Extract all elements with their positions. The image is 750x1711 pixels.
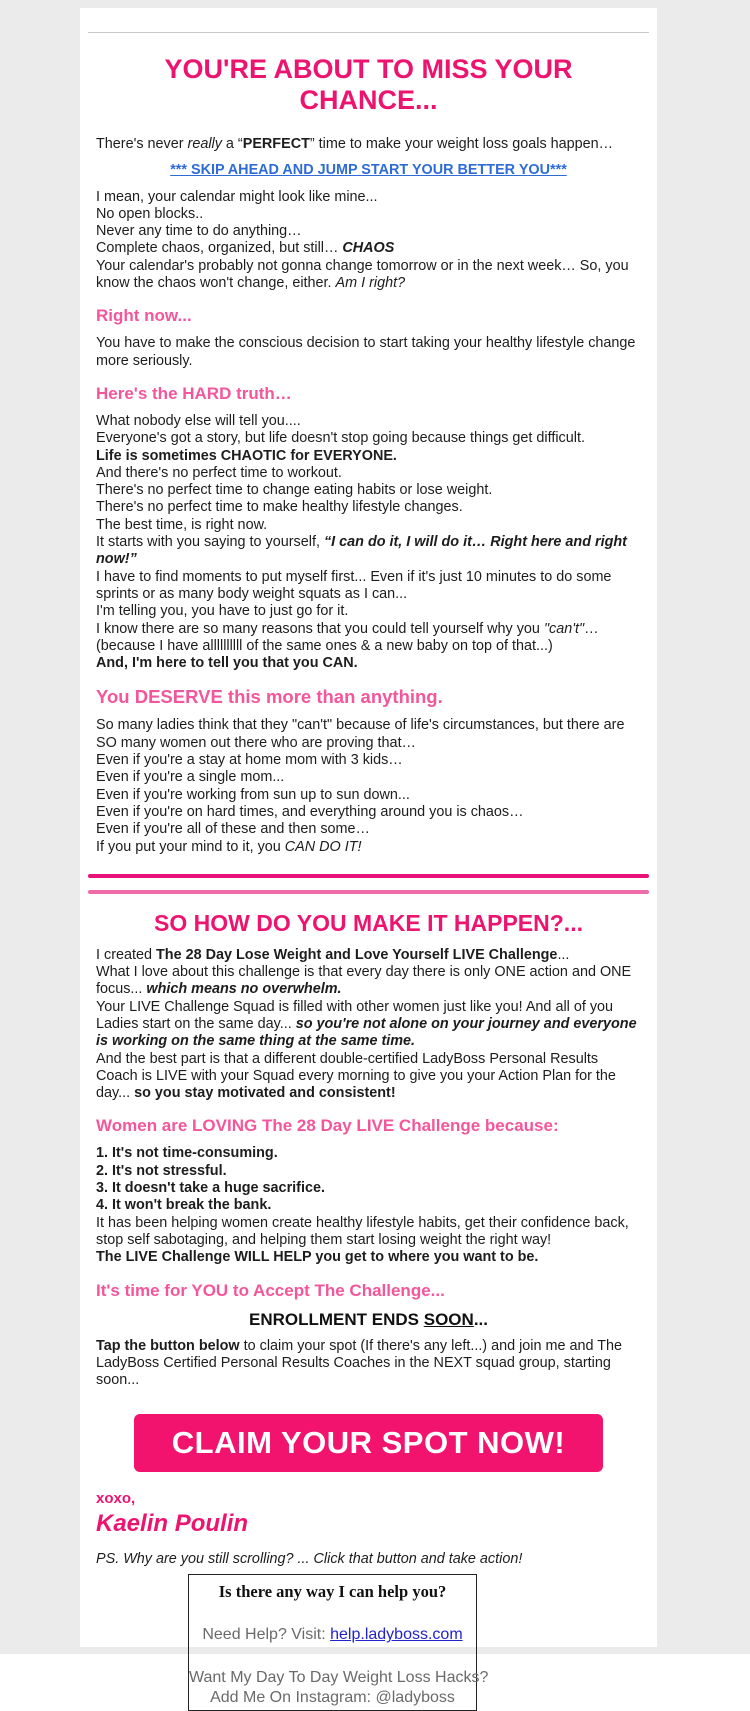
subheading-loving: Women are LOVING The 28 Day LIVE Challenge because: bbox=[96, 1116, 559, 1136]
enrollment-ends-text: ENROLLMENT ENDS SOON... bbox=[249, 1309, 488, 1329]
subheading-accept-challenge: It's time for YOU to Accept The Challenge... bbox=[96, 1280, 445, 1300]
top-divider bbox=[88, 32, 649, 33]
hacks-line: Want My Day To Day Weight Loss Hacks? bbox=[189, 1669, 489, 1687]
help-link[interactable]: help.ladyboss.com bbox=[330, 1626, 463, 1644]
subheading-right-now: Right now... bbox=[96, 306, 192, 326]
conscious-paragraph: You have to make the conscious decision to start taking your healthy lifestyle change more seriously. bbox=[96, 335, 636, 369]
section-title-how: SO HOW DO YOU MAKE IT HAPPEN?... bbox=[154, 909, 583, 936]
need-help-line bbox=[189, 1625, 476, 1645]
challenge-paragraph: I created The 28 Day Lose Weight and Love Yourself LIVE Challenge... What I love about this challenge is that every day there is only ONE action and ONE focus... which means no overwhelm. Your LIVE Challenge Squad is filled with other women just like you! And all of you Ladies start on the same day... so you're not alone on your journey and everyone is working on the same thing at the same time. And the best part is that a different double-certified LadyBoss Personal Results Coach is LIVE with your Squad every morning to give you your Action Plan for the day... so you stay motivated and consistent! bbox=[96, 946, 637, 1102]
intro-paragraph: There's never really a “PERFECT” time to make your weight loss goals happen… bbox=[96, 136, 614, 152]
email-body bbox=[80, 8, 657, 1707]
divider-dark-pink bbox=[88, 874, 649, 878]
need-help-prefix: Need Help? Visit: bbox=[202, 1626, 331, 1644]
divider-light-pink bbox=[88, 890, 649, 894]
page-title: YOU'RE ABOUT TO MISS YOUR CHANCE... bbox=[164, 54, 573, 115]
calendar-paragraph: I mean, your calendar might look like mine... No open blocks.. Never any time to do anything… Complete chaos, organized, but still… CHAOS Your calendar's probably not gonna change tomorrow or in the next week… So, you know the chaos won't change, either. Am I right? bbox=[96, 188, 629, 292]
subheading-deserve: You DESERVE this more than anything. bbox=[96, 686, 443, 708]
skip-link-line bbox=[96, 162, 641, 179]
skip-ahead-link[interactable]: *** SKIP AHEAD AND JUMP START YOUR BETTER YOU*** bbox=[170, 162, 567, 179]
ps-note: PS. Why are you still scrolling? ... Click that button and take action! bbox=[96, 1551, 523, 1568]
signature-xoxo: xoxo, bbox=[96, 1489, 136, 1507]
claim-spot-button[interactable]: CLAIM YOUR SPOT NOW! bbox=[134, 1414, 603, 1472]
subheading-hard-truth: Here's the HARD truth… bbox=[96, 383, 292, 403]
truth-paragraph: What nobody else will tell you.... Everyone's got a story, but life doesn't stop going because things get difficult. Life is sometimes CHAOTIC for EVERYONE. And there's no perfect time to workout. There's no perfect time to change eating habits or lose weight. There's no perfect time to make healthy lifestyle changes. The best time, is right now. It starts with you saying to yourself, “I can do it, I will do it… Right here and right now!” I have to find moments to put myself first... Even if it's just 10 minutes to do some sprints or as many body weight squats as I can... I'm telling you, you have to just go for it. I know there are so many reasons that you could tell yourself why you "can't"… (because I have allllllllll of the same ones & a new baby on top of that...) And, I'm here to tell you that you CAN. bbox=[96, 412, 627, 672]
signature-name: Kaelin Poulin bbox=[96, 1510, 249, 1538]
help-box-title: Is there any way I can help you? bbox=[218, 1582, 447, 1602]
help-box bbox=[188, 1574, 489, 1711]
reasons-paragraph: 1. It's not time-consuming. 2. It's not stressful. 3. It doesn't take a huge sacrifice. 4. It won't break the bank. It has been helping women create healthy lifestyle habits, get their confidence back, stop self sabotaging, and helping them start losing weight the right way! The LIVE Challenge WILL HELP you get to where you want to be. bbox=[96, 1145, 629, 1266]
tap-button-paragraph: Tap the button below to claim your spot (If there's any left...) and join me and The LadyBoss Certified Personal Results Coaches in the NEXT squad group, starting soon... bbox=[96, 1337, 623, 1389]
instagram-line: Add Me On Instagram: @ladyboss bbox=[210, 1689, 455, 1707]
ladies-paragraph: So many ladies think that they "can't" because of life's circumstances, but there are SO many women out there who are proving that… Even if you're a stay at home mom with 3 kids… Even if you're a single mom... Even if you're working from sun up to sun down... Even if you're on hard times, and everything around you is chaos… Even if you're all of these and then some… If you put your mind to it, you CAN DO IT! bbox=[96, 717, 625, 855]
